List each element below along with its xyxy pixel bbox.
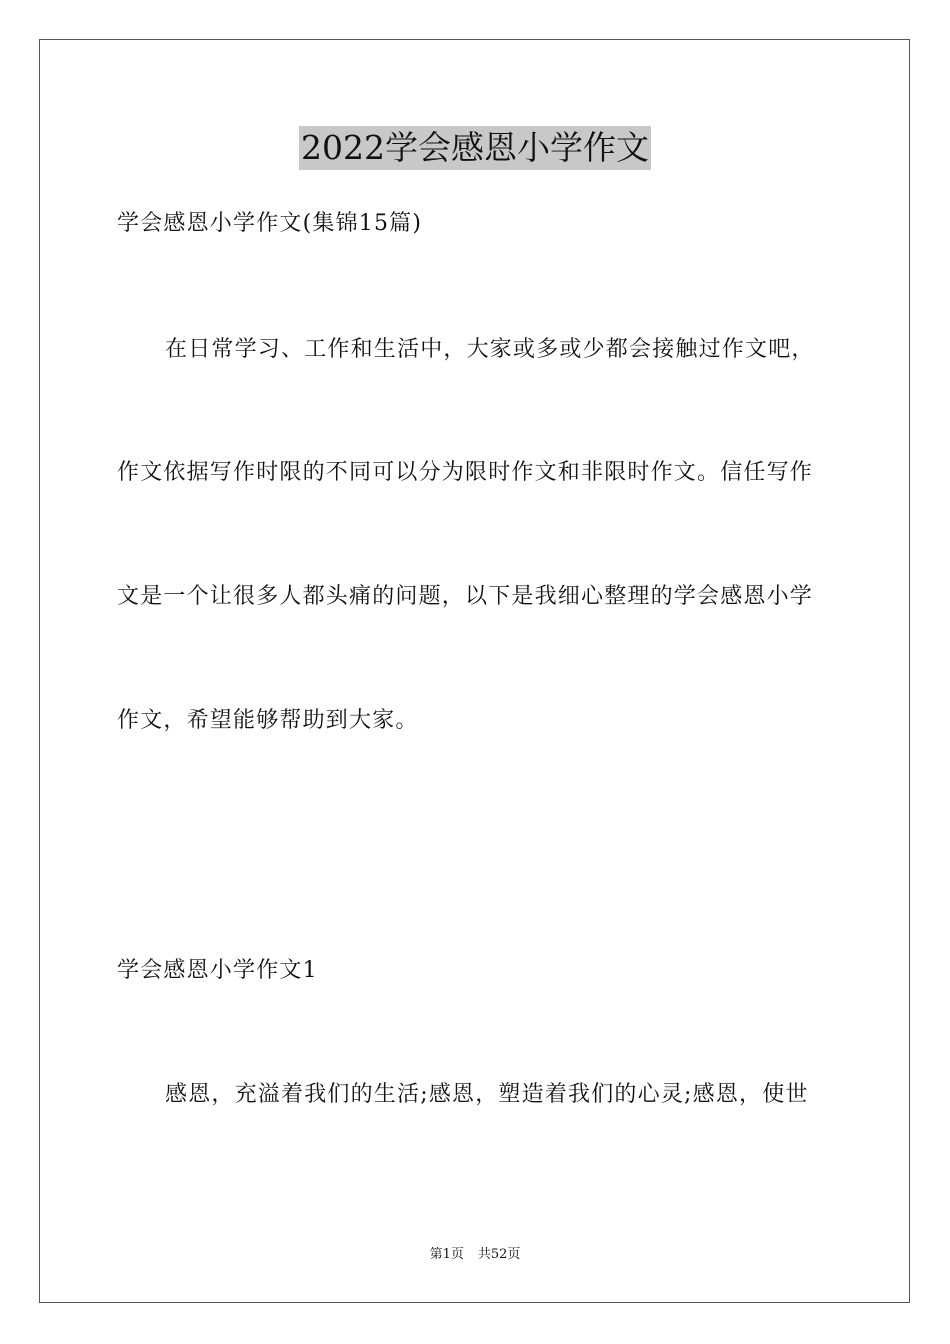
page-number-total: 共52页 bbox=[477, 1247, 521, 1262]
paragraph-line: 作文依据写作时限的不同可以分为限时作文和非限时作文。信任写作 bbox=[117, 460, 814, 485]
title-container bbox=[0, 126, 950, 170]
paragraph-line: 在日常学习、工作和生活中，大家或多或少都会接触过作文吧， bbox=[165, 337, 815, 362]
document-subtitle: 学会感恩小学作文(集锦15篇) bbox=[117, 211, 423, 236]
paragraph-line: 感恩，充溢着我们的生活;感恩，塑造着我们的心灵;感恩，使世 bbox=[165, 1082, 809, 1107]
page-footer bbox=[0, 1246, 950, 1264]
paragraph-line: 作文，希望能够帮助到大家。 bbox=[117, 708, 419, 733]
section-heading: 学会感恩小学作文1 bbox=[117, 958, 318, 983]
paragraph-line: 文是一个让很多人都头痛的问题，以下是我细心整理的学会感恩小学 bbox=[117, 584, 814, 609]
page-number-current: 第1页 bbox=[429, 1247, 464, 1262]
document-title: 2022学会感恩小学作文 bbox=[299, 126, 651, 170]
